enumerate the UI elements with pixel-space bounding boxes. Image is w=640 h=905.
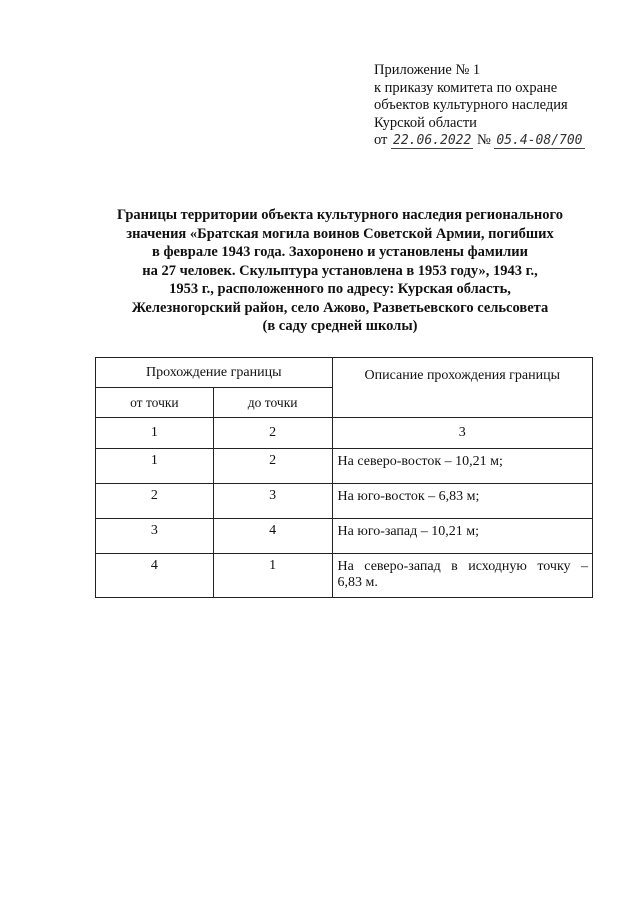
appendix-committee-line: объектов культурного наследия [374,97,568,113]
handwritten-date: 22.06.2022 [393,133,472,148]
appendix-title: Приложение № 1 [374,62,481,78]
description-line: На северо-запад в исходную точку – [337,559,588,574]
column-number: 2 [213,418,332,449]
description-cell: На северо-восток – 10,21 м; [332,449,592,484]
description-line: 6,83 м. [337,575,378,590]
header-to-point: до точки [213,388,332,418]
appendix-header [374,62,624,150]
title-line: Железногорский район, село Ажово, Разветьевского сельсовета [131,299,549,316]
title-line: на 27 человек. Скульптура установлена в 1953 году», 1943 г., [142,262,538,279]
title-line: (в саду средней школы) [262,318,418,334]
boundary-table [95,357,593,598]
to-point-cell: 3 [213,484,332,519]
table-row [96,484,593,519]
column-number: 1 [96,418,214,449]
to-point-cell: 4 [213,519,332,554]
from-point-cell: 4 [96,554,214,598]
document-title [90,206,590,336]
handwritten-number: 05.4-08/700 [496,133,583,148]
from-point-cell: 3 [96,519,214,554]
table-row [96,554,593,598]
to-point-cell: 1 [213,554,332,598]
number-sign: № [476,132,491,148]
column-number: 3 [332,418,592,449]
to-point-cell: 2 [213,449,332,484]
from-point-cell: 2 [96,484,214,519]
description-cell: На юго-восток – 6,83 м; [332,484,592,519]
header-from-point: от точки [96,388,214,418]
header-description: Описание прохождения границы [332,358,592,418]
from-prefix: от [374,132,388,148]
table-row [96,449,593,484]
appendix-date-line [374,132,624,150]
title-line: в феврале 1943 года. Захоронено и установлены фамилии [152,244,528,260]
column-number-row [96,418,593,449]
title-line: 1953 г., расположенного по адресу: Курская область, [169,281,511,297]
appendix-order-line: к приказу комитета по охране [374,79,558,96]
from-point-cell: 1 [96,449,214,484]
title-line: значения «Братская могила воинов Советской Армии, погибших [126,225,554,242]
header-boundary-passage: Прохождение границы [96,358,333,388]
appendix-region-line: Курской области [374,114,477,131]
description-cell [332,554,592,598]
table-row [96,519,593,554]
description-cell: На юго-запад – 10,21 м; [332,519,592,554]
title-line: Границы территории объекта культурного наследия регионального [117,207,563,223]
